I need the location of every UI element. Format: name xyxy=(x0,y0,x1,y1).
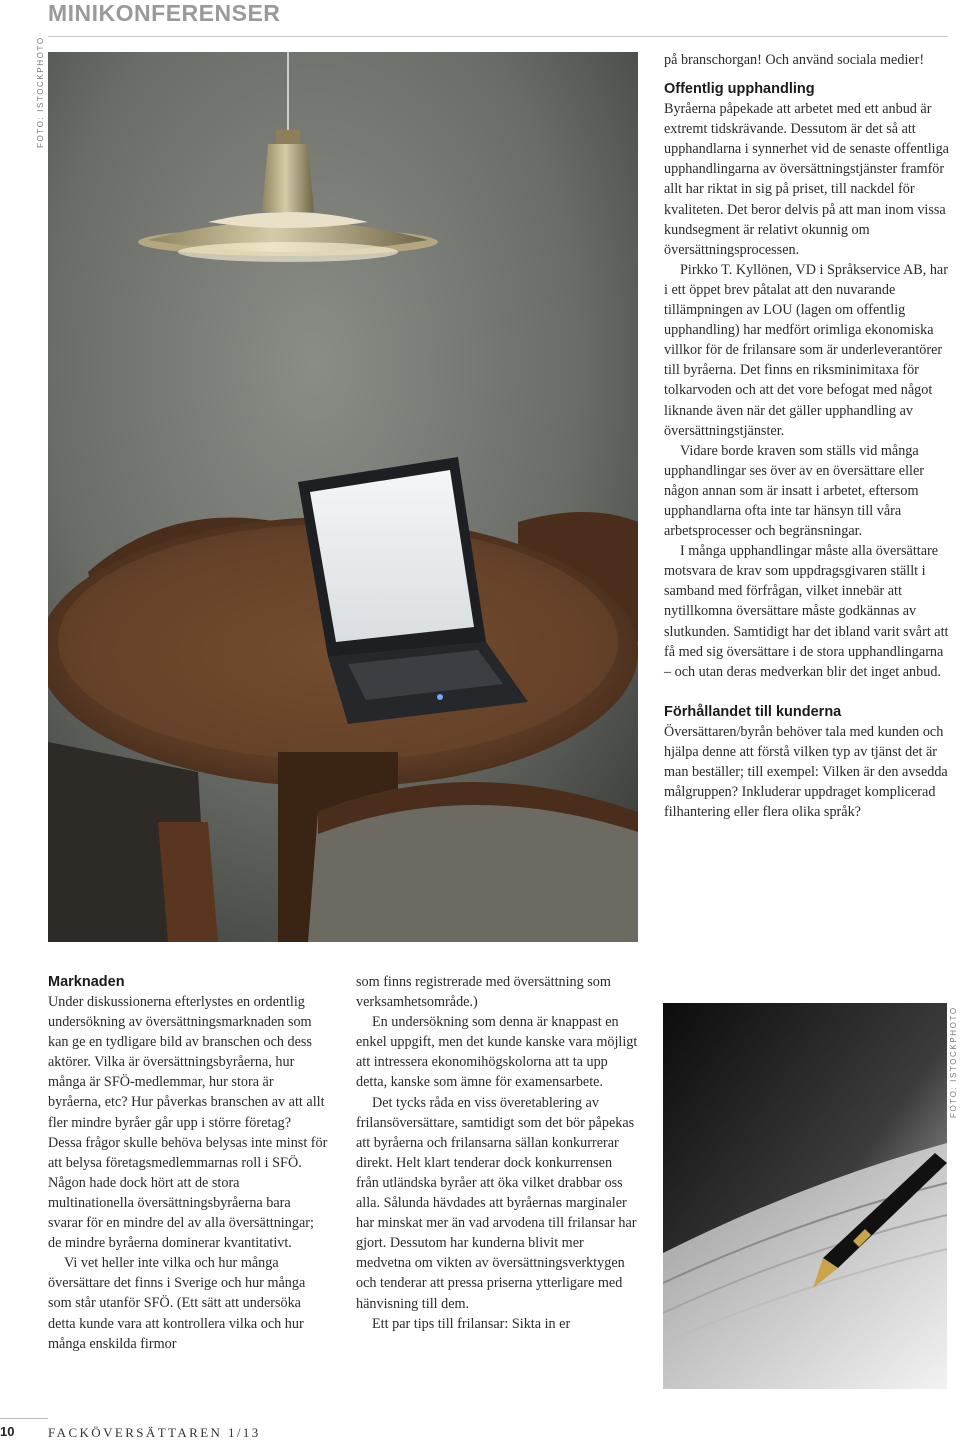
paragraph: Översättaren/byrån behöver tala med kunden och hjälpa denne att förstå vilken typ av tjänst det är man beställer; till exempel: Vilken är den avsedda målgruppen? Inkluderar uppdraget komplicerad filhantering eller flera olika språk? xyxy=(664,723,948,821)
publication-name: FACKÖVERSÄTTAREN 1/13 xyxy=(48,1425,261,1440)
paragraph: Ett par tips till frilansar: Sikta in er xyxy=(372,1315,571,1332)
footer-rule xyxy=(0,1418,48,1419)
photo-credit-right: FOTO: ISTOCKPHOTO xyxy=(949,1006,958,1118)
subheading-offentlig-upphandling: Offentlig upphandling xyxy=(664,81,815,98)
page-number: 10 xyxy=(0,1424,15,1439)
page-footer xyxy=(0,1424,960,1444)
subheading-marknaden: Marknaden xyxy=(48,974,125,990)
paragraph: på branschorgan! Och använd sociala medier! xyxy=(664,52,925,68)
paragraph: Vidare borde kraven som ställs vid många upphandlingar ses över av en översättare eller någon annan som är insatt i arbetet, eftersom upphandlarna ofta inte tar hänsyn till våra arbetsprocesser och begränsningar. xyxy=(664,442,924,540)
paragraph: Pirkko T. Kyllönen, VD i Språkservice AB, har i ett öppet brev påtalat att den nuvarande tillämpningen av LOU (lagen om offentlig upphandling) har medfört orimliga ekonomiska villkor för de frilansare som är underleverantörer till byråerna. Det finns en riksminimitaxa för tolkarvoden och att det vore befogat med något liknande även när det gäller upphandling av översättningstjänster. xyxy=(664,261,948,439)
section-header xyxy=(48,0,948,37)
paragraph: Under diskussionerna efterlystes en ordentlig undersökning av översättningsmarknaden som kan ge en tydligare bild av branschen och dess aktörer. Vilka är översättningsbyråerna, hur många är SFÖ-medlemmar, hur stora är byråerna, etc? Hur påverkas branschen av att allt fler mindre byråer går upp i större företag? Dessa frågor skulle behöva belysas inte minst för att belysa företagsmedlemmarnas roll i SFÖ. Någon hade dock hört att de stora multinationella översättningsbyråerna bara svarar för en mindre del av alla översättningar; de mindre byråerna dominerar kvantitativt. xyxy=(48,994,328,1252)
photo-credit-top: FOTO: ISTOCKPHOTO xyxy=(36,36,45,148)
paragraph: I många upphandlingar måste alla översättare motsvara de krav som uppdragsgivaren ställt i samband med förfrågan, vilket innebär att nytillkomna översättare måste godkännas av slutkunden. Samtidigt har det ibland varit svårt att få med sig översättare i de stora upphandlingarna – och utan deras medverkan blir det inget anbud. xyxy=(664,543,949,680)
paragraph: som finns registrerade med översättning som verksamhetsområde.) xyxy=(356,974,611,1011)
paragraph: En undersökning som denna är knappast en enkel uppgift, men det kunde kanske vara möjligt att intressera ekonomihögskolorna att ta upp detta, kanske som ämne för examensarbete. xyxy=(356,1014,638,1091)
laptop-table-illustration xyxy=(48,52,638,942)
right-column xyxy=(664,50,952,822)
pen-photo xyxy=(663,1003,947,1389)
paragraph: Vi vet heller inte vilka och hur många översättare det finns i Sverige och hur många som står utanför SFÖ. (Ett sätt att undersöka detta kunde vara att kontrollera vilka och hur många enskilda firmor xyxy=(48,1255,306,1352)
subheading-forhallandet-till-kunderna: Förhållandet till kunderna xyxy=(664,703,842,720)
fountain-pen-illustration xyxy=(663,1003,947,1389)
middle-column xyxy=(356,972,638,1334)
paragraph: Byråerna påpekade att arbetet med ett anbud är extremt tidskrävande. Dessutom är det så att upphandlarna i synnerhet vid de senaste offentliga upphandlingarna av översättningstjänster framför allt har riktat in sig på priset, till nackdel för kvaliteten. Det beror delvis på att man inom vissa kundsegment är relativt okunnig om översättningsprocessen. xyxy=(664,101,949,258)
section-title: MINIKONFERENSER xyxy=(48,0,281,26)
left-column xyxy=(48,972,328,1354)
paragraph: Det tycks råda en viss överetablering av frilansöversättare, samtidigt som det bör påpekas att byråerna och frilansarna sällan konkurrerar direkt. Helt klart tenderar dock konkurrensen från utländska byråer att öka vilket drabbar oss alla. Sålunda hävdades att byråernas marginaler har minskat mer än vad arvodena till frilansar har gjort. Dessutom har kunderna blivit mer medvetna om vikten av översättningsverktygen och tenderar att pressa priserna ytterligare med hänvisning till dem. xyxy=(356,1094,637,1312)
main-photo xyxy=(48,52,638,942)
